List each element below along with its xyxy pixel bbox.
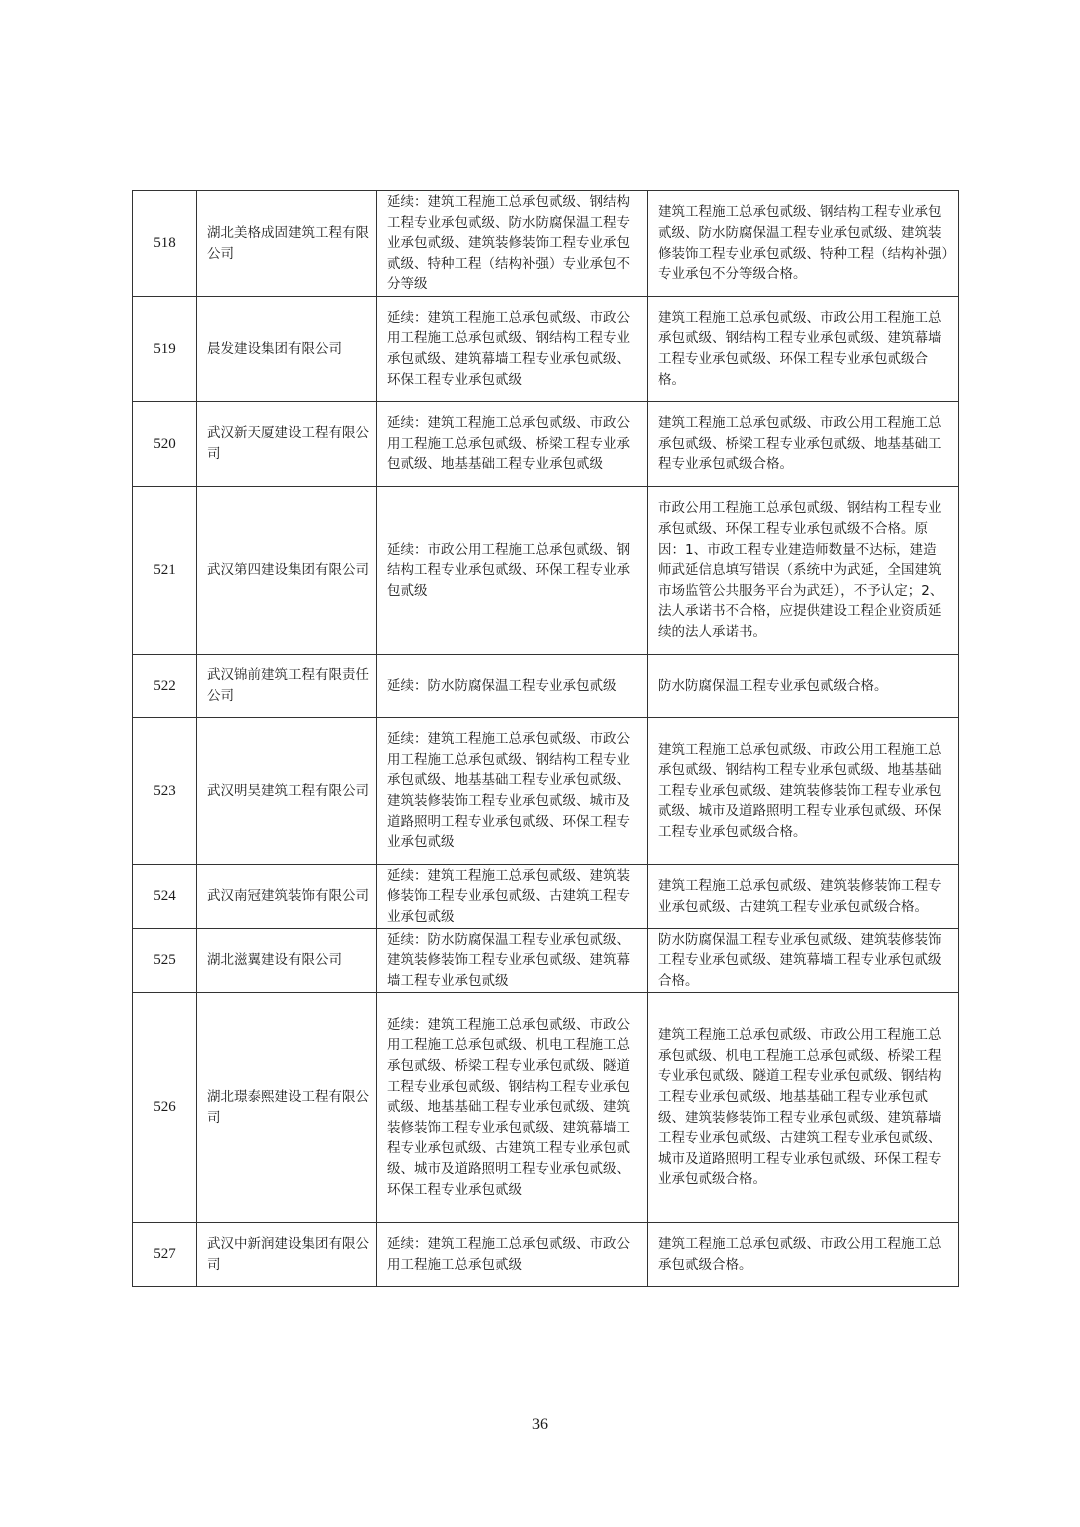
application-content: 延续：建筑工程施工总承包贰级、市政公用工程施工总承包贰级、钢结构工程专业承包贰级、地基基础工程专业承包贰级、建筑装修装饰工程专业承包贰级、城市及道路照明工程专业承包贰级、环保工程专业承包贰级 <box>377 718 648 865</box>
row-number-cell <box>133 993 197 1223</box>
row-number: 521 <box>153 562 176 579</box>
company-name: 湖北滋翼建设有限公司 <box>197 929 377 993</box>
application-content: 延续：建筑工程施工总承包贰级、市政公用工程施工总承包贰级、桥梁工程专业承包贰级、地基基础工程专业承包贰级 <box>377 402 648 487</box>
review-result: 建筑工程施工总承包贰级、市政公用工程施工总承包贰级、机电工程施工总承包贰级、桥梁工程专业承包贰级、隧道工程专业承包贰级、钢结构工程专业承包贰级、地基基础工程专业承包贰级、建筑装修装饰工程专业承包贰级、建筑幕墙工程专业承包贰级、古建筑工程专业承包贰级、城市及道路照明工程专业承包贰级、环保工程专业承包贰级合格。 <box>648 993 959 1223</box>
table-row <box>133 865 959 929</box>
table-row <box>133 297 959 402</box>
row-number: 523 <box>153 782 176 799</box>
table-row <box>133 655 959 718</box>
application-content: 延续：防水防腐保温工程专业承包贰级 <box>377 655 648 718</box>
table-row <box>133 929 959 993</box>
company-name: 武汉中新润建设集团有限公司 <box>197 1223 377 1287</box>
application-content: 延续：建筑工程施工总承包贰级、建筑装修装饰工程专业承包贰级、古建筑工程专业承包贰级 <box>377 865 648 929</box>
company-name: 晨发建设集团有限公司 <box>197 297 377 402</box>
row-number: 520 <box>153 435 176 452</box>
application-content: 延续：建筑工程施工总承包贰级、钢结构工程专业承包贰级、防水防腐保温工程专业承包贰级、建筑装修装饰工程专业承包贰级、特种工程（结构补强）专业承包不分等级 <box>377 191 648 297</box>
row-number: 526 <box>153 1099 176 1116</box>
row-number-cell <box>133 1223 197 1287</box>
page-number: 36 <box>532 1416 548 1433</box>
row-number-cell <box>133 487 197 655</box>
table-row <box>133 191 959 297</box>
company-name: 武汉锦前建筑工程有限责任公司 <box>197 655 377 718</box>
company-name: 武汉第四建设集团有限公司 <box>197 487 377 655</box>
company-name: 武汉南冠建筑装饰有限公司 <box>197 865 377 929</box>
row-number-cell <box>133 865 197 929</box>
row-number-cell <box>133 402 197 487</box>
review-result: 建筑工程施工总承包贰级、市政公用工程施工总承包贰级、钢结构工程专业承包贰级、建筑幕墙工程专业承包贰级、环保工程专业承包贰级合格。 <box>648 297 959 402</box>
review-result: 防水防腐保温工程专业承包贰级、建筑装修装饰工程专业承包贰级、建筑幕墙工程专业承包贰级合格。 <box>648 929 959 993</box>
application-content: 延续：防水防腐保温工程专业承包贰级、建筑装修装饰工程专业承包贰级、建筑幕墙工程专业承包贰级 <box>377 929 648 993</box>
table-row <box>133 718 959 865</box>
table-row <box>133 402 959 487</box>
row-number-cell <box>133 655 197 718</box>
row-number: 525 <box>153 952 176 969</box>
application-content: 延续：市政公用工程施工总承包贰级、钢结构工程专业承包贰级、环保工程专业承包贰级 <box>377 487 648 655</box>
row-number: 522 <box>153 677 176 694</box>
review-result: 建筑工程施工总承包贰级、市政公用工程施工总承包贰级、桥梁工程专业承包贰级、地基基础工程专业承包贰级合格。 <box>648 402 959 487</box>
review-result: 市政公用工程施工总承包贰级、钢结构工程专业承包贰级、环保工程专业承包贰级不合格。原因：1、市政工程专业建造师数量不达标，建造师武延信息填写错误（系统中为武延，全国建筑市场监管公共服务平台为武廷），不予认定；2、法人承诺书不合格，应提供建设工程企业资质延续的法人承诺书。 <box>648 487 959 655</box>
company-name: 武汉新天厦建设工程有限公司 <box>197 402 377 487</box>
row-number: 524 <box>153 888 176 905</box>
row-number: 519 <box>153 340 176 357</box>
review-result: 建筑工程施工总承包贰级、钢结构工程专业承包贰级、防水防腐保温工程专业承包贰级、建筑装修装饰工程专业承包贰级、特种工程（结构补强）专业承包不分等级合格。 <box>648 191 959 297</box>
table-row <box>133 487 959 655</box>
application-content: 延续：建筑工程施工总承包贰级、市政公用工程施工总承包贰级、机电工程施工总承包贰级、桥梁工程专业承包贰级、隧道工程专业承包贰级、钢结构工程专业承包贰级、地基基础工程专业承包贰级、建筑装修装饰工程专业承包贰级、建筑幕墙工程专业承包贰级、古建筑工程专业承包贰级、城市及道路照明工程专业承包贰级、环保工程专业承包贰级 <box>377 993 648 1223</box>
company-name: 武汉明昊建筑工程有限公司 <box>197 718 377 865</box>
application-content: 延续：建筑工程施工总承包贰级、市政公用工程施工总承包贰级、钢结构工程专业承包贰级、建筑幕墙工程专业承包贰级、环保工程专业承包贰级 <box>377 297 648 402</box>
review-result: 防水防腐保温工程专业承包贰级合格。 <box>648 655 959 718</box>
row-number-cell <box>133 297 197 402</box>
review-result: 建筑工程施工总承包贰级、建筑装修装饰工程专业承包贰级、古建筑工程专业承包贰级合格。 <box>648 865 959 929</box>
row-number-cell <box>133 718 197 865</box>
review-result: 建筑工程施工总承包贰级、市政公用工程施工总承包贰级、钢结构工程专业承包贰级、地基基础工程专业承包贰级、建筑装修装饰工程专业承包贰级、城市及道路照明工程专业承包贰级、环保工程专业承包贰级合格。 <box>648 718 959 865</box>
company-name: 湖北美格成固建筑工程有限公司 <box>197 191 377 297</box>
row-number: 527 <box>153 1246 176 1263</box>
company-name: 湖北璟泰熙建设工程有限公司 <box>197 993 377 1223</box>
row-number-cell <box>133 191 197 297</box>
application-content: 延续：建筑工程施工总承包贰级、市政公用工程施工总承包贰级 <box>377 1223 648 1287</box>
review-result: 建筑工程施工总承包贰级、市政公用工程施工总承包贰级合格。 <box>648 1223 959 1287</box>
qualification-table <box>132 190 959 1287</box>
table-row <box>133 993 959 1223</box>
row-number-cell <box>133 929 197 993</box>
row-number: 518 <box>153 235 176 252</box>
table-row <box>133 1223 959 1287</box>
